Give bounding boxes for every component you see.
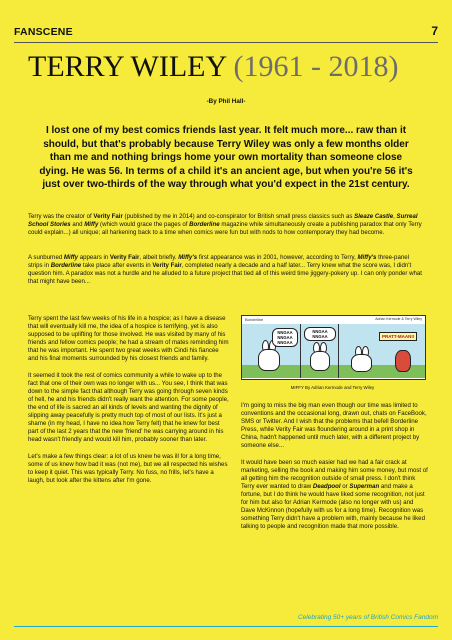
footer-divider (14, 626, 438, 627)
intro-paragraph: I lost one of my best comics friends last year. It felt much more... raw than it should, but that's probably because Terry Wiley was only a few months older than me and nothing brings home your own mortality than someone close dying. He was 56. In terms of a child it's an ancient age, but when you're 56 it's just over two-thirds of the way through what you'd expect in the 21st century. (39, 125, 413, 191)
left-paragraph-1: Terry spent the last few weeks of his life in a hospice; as I have a disease that will eventually kill me, the idea of a hospice is terrifying, yet is also supposed to be uplifting for those involved. He was visited by many of his friends and fellow comics people; he had a stream of mates reminding him that he was important. He spent two great weeks with Cindi his fiancée and his final moments surrounded by his closest friends and family. (28, 315, 229, 363)
speech-bubble: NNGAA NNGAA NNGAA (272, 328, 298, 347)
miffy-figure (310, 351, 330, 371)
strip-publisher: Borderline (245, 317, 264, 322)
speech-bubble: NNGAA NNGAA (304, 327, 336, 341)
body-paragraph-2: A sunburned Miffy appears in Verity Fair, albeit briefly. Miffy's first appearance was in 2001, however, according to Terry, Miffy's three-panel strips in Borderline take place after events in Verity Fair, completed nearly a decade and a half later... Terry knew what the score was, I didn't question him. A paradox was not a hurdle and he alluded to a future project that tied all of this weird time jiggery-pokery up. I can only ponder what that might have been... (28, 254, 422, 286)
page-number: 7 (431, 24, 438, 38)
section-label: FANSCENE (14, 26, 73, 38)
left-paragraph-2: It seemed it took the rest of comics community a while to wake up to the fact that one of their own was no longer with us... You see, I think that was down to the simple fact that although Terry was going through seven kinds of hell, he and his friends didn't really want the attention. For some people, the end of life is sacred an all kinds of levels and wanting the dignity of slipping away peacefully is pretty much top of most of our lists. It's just a shame (in my head, I have no idea how Terry felt) that he knew for best part of the last 2 years that the new 'friend' he was carrying around in his head wasn't friendly and would kill him, probably sooner than later. (28, 371, 229, 444)
right-column (241, 402, 429, 532)
title-years: (1961 - 2018) (233, 50, 399, 83)
strip-credits: Adrian Kermode & Terry Wiley (375, 317, 422, 321)
figure-caption: MIFFY By Adrian Kermode and Terry Wiley (290, 385, 375, 390)
miffy-comic-strip (241, 315, 426, 380)
strip-panel-2 (300, 324, 339, 378)
title-name: TERRY WILEY (28, 50, 227, 83)
article-title (28, 50, 428, 84)
byline: -By Phil Hall- (206, 98, 246, 105)
left-column (28, 315, 230, 485)
footer-tagline: Celebrating 50+ years of British Comics Fandom (298, 614, 438, 621)
caped-figure (395, 350, 411, 372)
body-paragraph-1: Terry was the creator of Verity Fair (published by me in 2014) and co-conspirator for British small press classics such as Sleaze Castle, Surreal School Stories and Miffy (which would grace the pages of Borderline magazine while simultaneously create a publishing paradox that only Terry could explain...) all unique; all harkening back to a time when comics were fun but with nods to how contemporary they had become. (28, 213, 422, 237)
strip-panel-3 (338, 324, 426, 378)
strip-panel-1 (242, 324, 300, 378)
miffy-figure (258, 349, 280, 371)
header-divider (14, 42, 438, 43)
right-paragraph-1: I'm going to miss the big man even though our time was limited to conventions and the occasional long, drawn out, chats on FaceBook, SMS or Twitter. And I wish that the problems that befell Borderline Press, while Verity Fair was floundering around in a print shop in China, hadn't happened until much later, with a different project by someone else... (241, 402, 427, 450)
shout-burst: PRATT-MAAN!! (379, 332, 417, 341)
miffy-figure (351, 354, 372, 372)
right-paragraph-2: It would have been so much easier had we had a fair crack at marketing, selling the book and making him some money, but most of all getting him the recognition outside of small press. I don't think Terry ever wanted to draw Deadpool or Superman and make a fortune, but I do think he would have liked some recognition, not just for him but also for Adrian Kermode (also no longer with us) and Dave McKinnon (hopefully with us for a long time). Recognition was something Terry didn't have a problem with, mainly because he liked talking to people and recognition made that more possible. (241, 458, 428, 531)
left-paragraph-3: Let's make a few things clear: a lot of us knew he was ill for a long time, some of us knew how bad it was (not me), but we all respected his wishes to keep it quiet. This was typically Terry. No fuss, no frills, let's have a laugh, but look after the kittens after I'm gone. (28, 452, 228, 484)
